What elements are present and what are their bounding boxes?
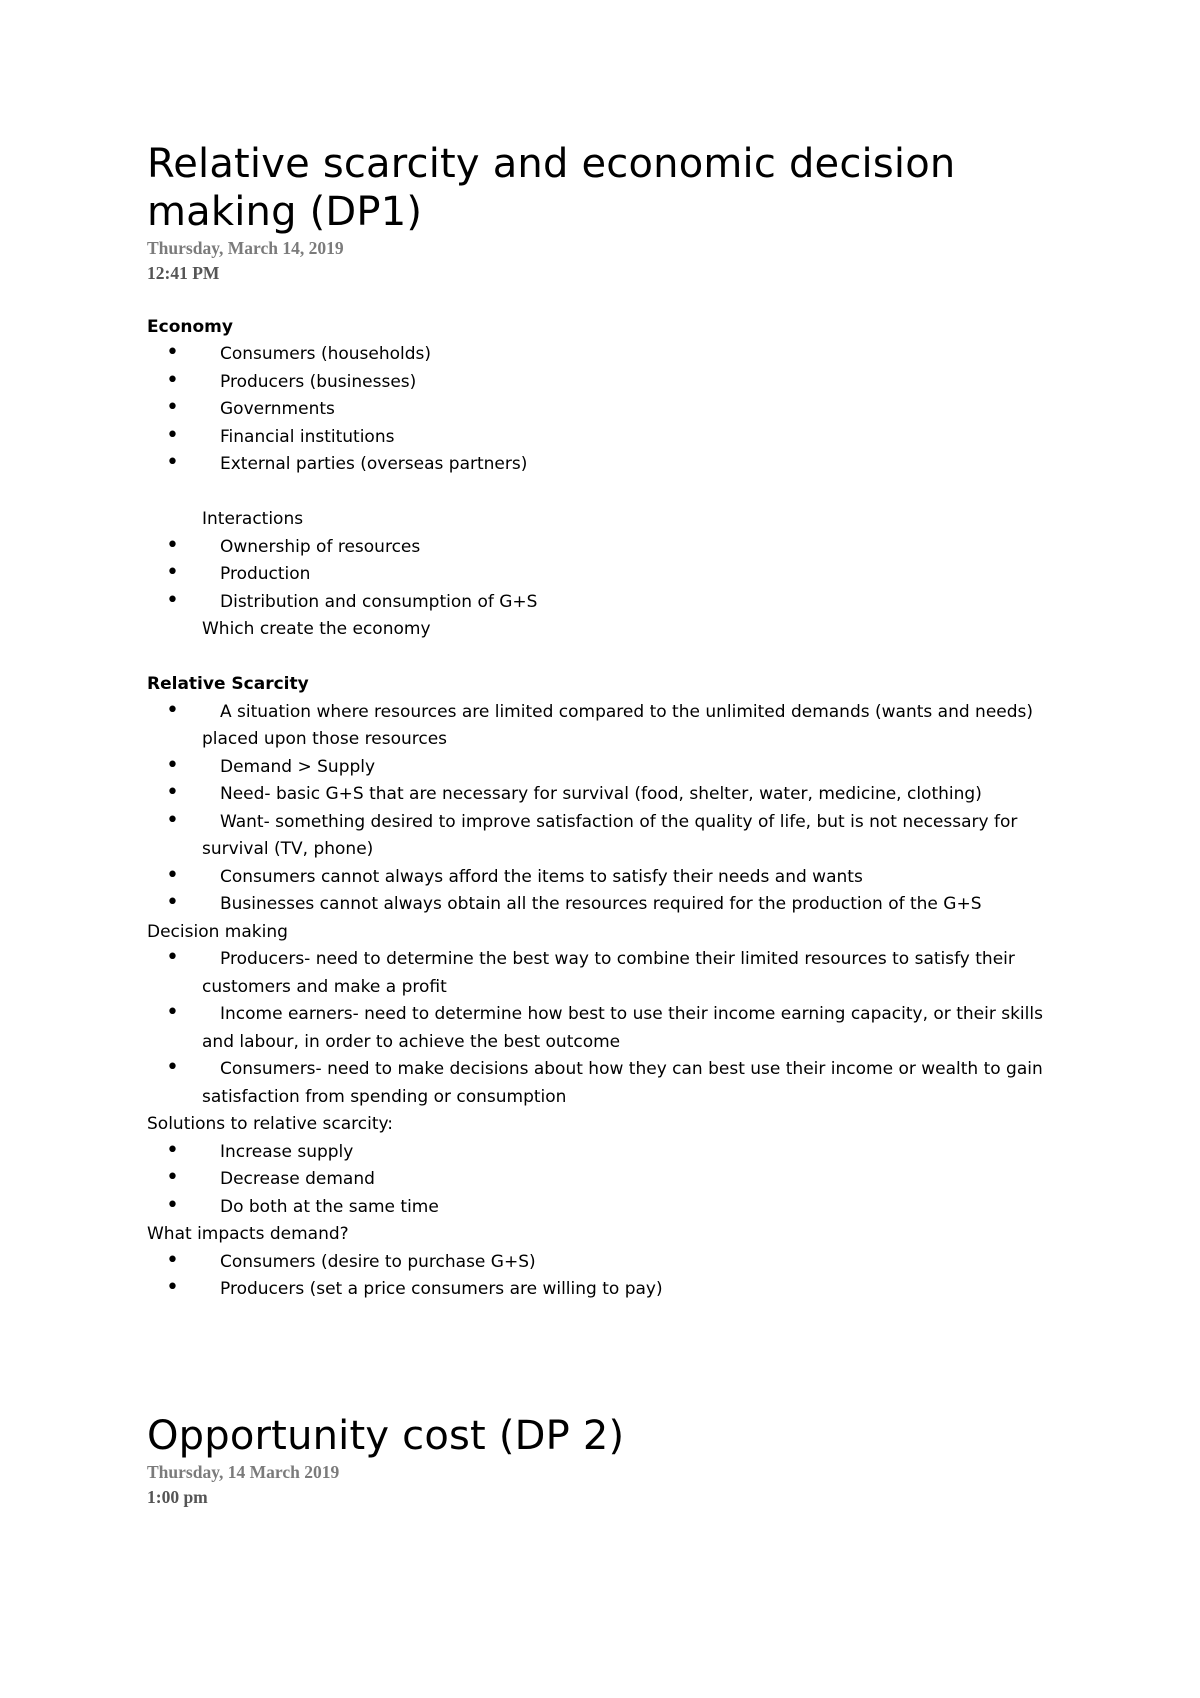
list-item: • Consumers (households) [147,341,1067,369]
list-item: • Consumers (desire to purchase G+S) [147,1249,1067,1277]
relative-scarcity-list [147,699,1067,919]
note-section-dp1 [147,140,1067,1304]
impacts-demand-heading: What impacts demand? [147,1224,349,1244]
solutions-list [147,1139,1067,1222]
list-item: • Ownership of resources [147,534,1067,562]
list-item: • Producers (businesses) [147,369,1067,397]
list-item: • A situation where resources are limited compared to the unlimited demands (wants and needs) placed upon those resources [147,699,1067,754]
impacts-demand-list [147,1249,1067,1304]
decision-making-list [147,946,1067,1111]
list-item: • Income earners- need to determine how best to use their income earning capacity, or their skills and labour, in order to achieve the best outcome [147,1001,1067,1056]
relative-scarcity-heading: Relative Scarcity [147,674,309,694]
list-item: • Decrease demand [147,1166,1067,1194]
note-time: 1:00 pm [147,1487,208,1507]
note-date: Thursday, 14 March 2019 [147,1462,340,1482]
decision-making-heading: Decision making [147,921,288,942]
note-title: Relative scarcity and economic decision making (DP1) [147,141,956,235]
economy-heading: Economy [147,316,233,337]
interactions-footer: Which create the economy [202,619,431,639]
list-item: • Businesses cannot always obtain all the resources required for the production of the G+S [147,891,1067,919]
list-item: • Want- something desired to improve satisfaction of the quality of life, but is not necessary for survival (TV, phone) [147,809,1067,864]
list-item: • Production [147,561,1067,589]
note-body [147,286,1067,1304]
spacer [147,286,1067,314]
note-section-dp2 [147,1412,1067,1510]
note-date: Thursday, March 14, 2019 [147,238,344,258]
interactions-list [147,534,1067,617]
list-item: • Need- basic G+S that are necessary for survival (food, shelter, water, medicine, clothing) [147,781,1067,809]
list-item: • Producers- need to determine the best way to combine their limited resources to satisfy their customers and make a profit [147,946,1067,1001]
spacer [147,644,1067,672]
economy-list [147,341,1067,479]
list-item: • External parties (overseas partners) [147,451,1067,479]
list-item: • Financial institutions [147,424,1067,452]
list-item: • Distribution and consumption of G+S [147,589,1067,617]
list-item: • Governments [147,396,1067,424]
list-item: • Consumers- need to make decisions about how they can best use their income or wealth to gain satisfaction from spending or consumption [147,1056,1067,1111]
list-item: • Do both at the same time [147,1194,1067,1222]
list-item: • Demand > Supply [147,754,1067,782]
list-item: • Producers (set a price consumers are willing to pay) [147,1276,1067,1304]
list-item: • Increase supply [147,1139,1067,1167]
solutions-heading: Solutions to relative scarcity: [147,1114,394,1134]
list-item: • Consumers cannot always afford the items to satisfy their needs and wants [147,864,1067,892]
interactions-label: Interactions [202,509,304,529]
note-title: Opportunity cost (DP 2) [147,1413,625,1459]
spacer [147,479,1067,507]
note-time: 12:41 PM [147,263,220,283]
